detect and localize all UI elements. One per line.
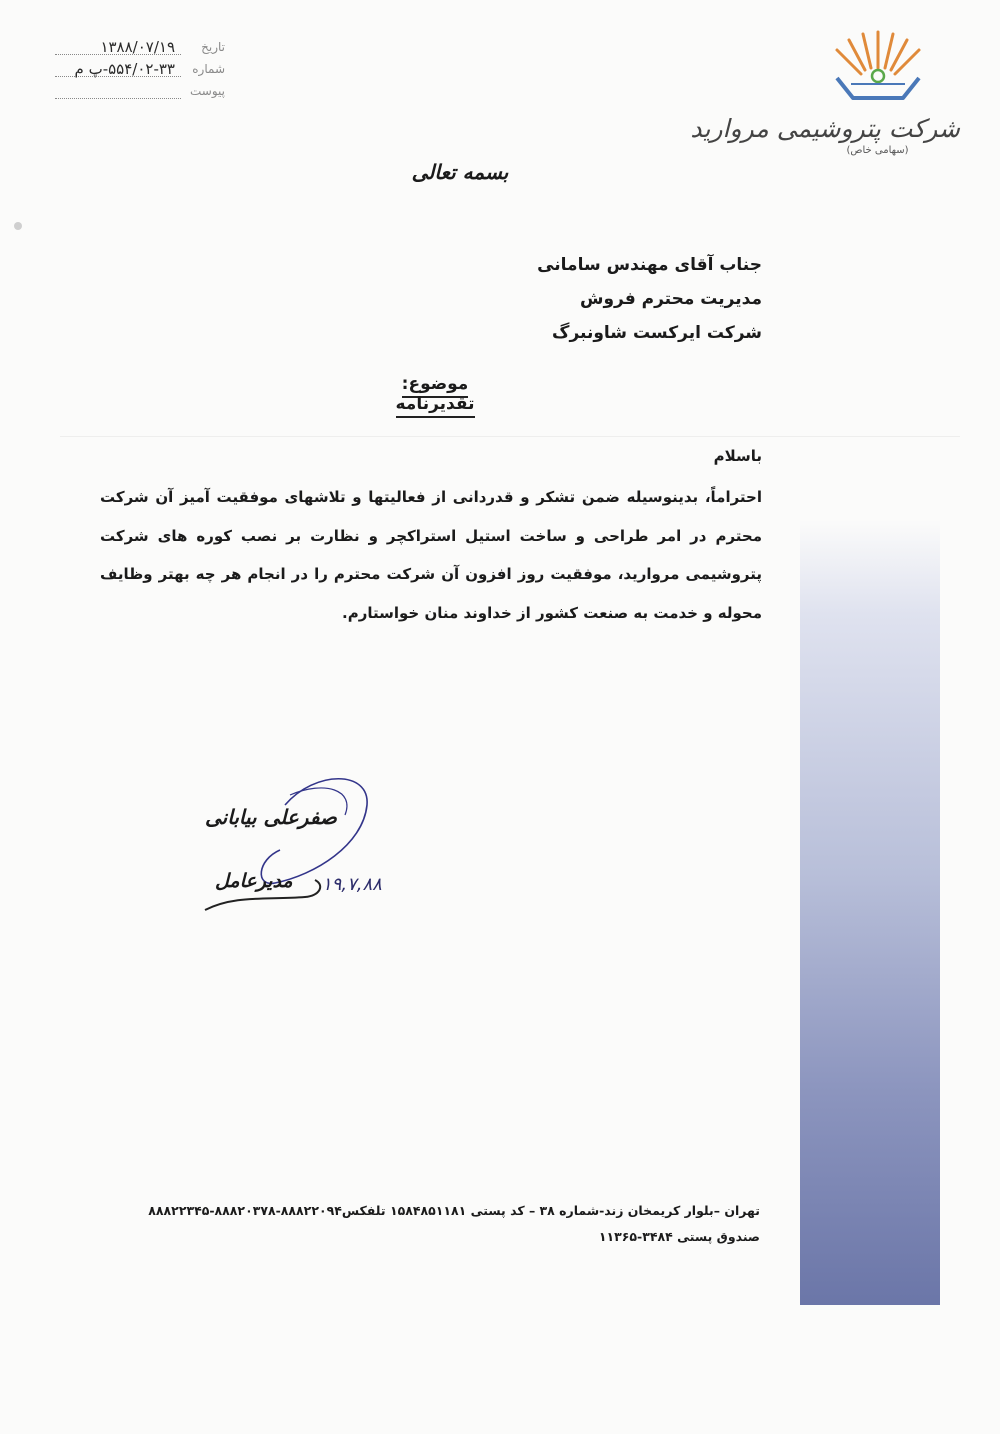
punch-hole-mark: [14, 222, 22, 230]
decorative-side-stripe: [800, 520, 940, 1305]
letter-meta: [55, 38, 225, 104]
number-row: [55, 60, 225, 82]
number-value: ۵۵۴/۰۲-۳۳-پ م: [74, 60, 175, 78]
signatory-title: مدیرعامل: [215, 870, 293, 892]
signature-stamp: [195, 765, 425, 925]
date-value: ۱۳۸۸/۰۷/۱۹: [100, 38, 175, 56]
signature-scribble-icon: [195, 765, 425, 925]
recipient-company: شرکت ایرکست شاونبرگ: [552, 323, 762, 343]
greeting: باسلام: [713, 447, 762, 465]
logo-company-type: (سهامی خاص): [846, 145, 909, 156]
date-label: تاریخ: [201, 40, 225, 54]
recipient-block: [537, 248, 762, 350]
basmala-heading: بسمه تعالی: [411, 160, 509, 184]
logo-company-name: شرکت پتروشیمی مروارید: [690, 114, 960, 143]
letter-body: احتراماً، بدینوسیله ضمن تشکر و قدردانی از فعالیتها و تلاشهای موفقیت آمیز آن شرکت محترم در امر طراحی و ساخت استیل استراکچر و نظارت بر نصب کوره های شرکت پتروشیمی مروارید، موفقیت روز افزون آن شرکت محترم را در انجام هر چه بهتر وظایف محوله و خدمت به صنعت کشور از خداوند منان خواستارم.: [100, 488, 762, 622]
logo-mark-icon: [823, 28, 933, 108]
number-label: شماره: [192, 62, 225, 76]
attachment-label: پیوست: [190, 84, 225, 98]
signature-date: ۱۹,۷,۸۸: [322, 874, 382, 895]
company-logo: [690, 28, 960, 183]
faint-rule: [60, 436, 960, 437]
date-row: [55, 38, 225, 60]
recipient-name: جناب آقای مهندس سامانی: [537, 255, 762, 275]
attachment-row: [55, 82, 225, 104]
signatory-name: صفرعلی بیابانی: [205, 805, 337, 829]
recipient-position: مدیریت محترم فروش: [579, 289, 762, 309]
footer-contact: [148, 1198, 760, 1250]
footer-address: تهران –بلوار کریمخان زند-شماره ۳۸ – کد پستی ۱۵۸۴۸۵۱۱۸۱ تلفکس۸۸۸۲۲۰۹۴-۸۸۸۲۰۳۷۸-۸۸۸۲۲۳۴۵: [148, 1203, 760, 1218]
letter-subject: موضوع: تقدیرنامه: [360, 374, 510, 414]
footer-po-box: صندوق پستی ۳۴۸۴-۱۱۳۶۵: [598, 1229, 760, 1244]
